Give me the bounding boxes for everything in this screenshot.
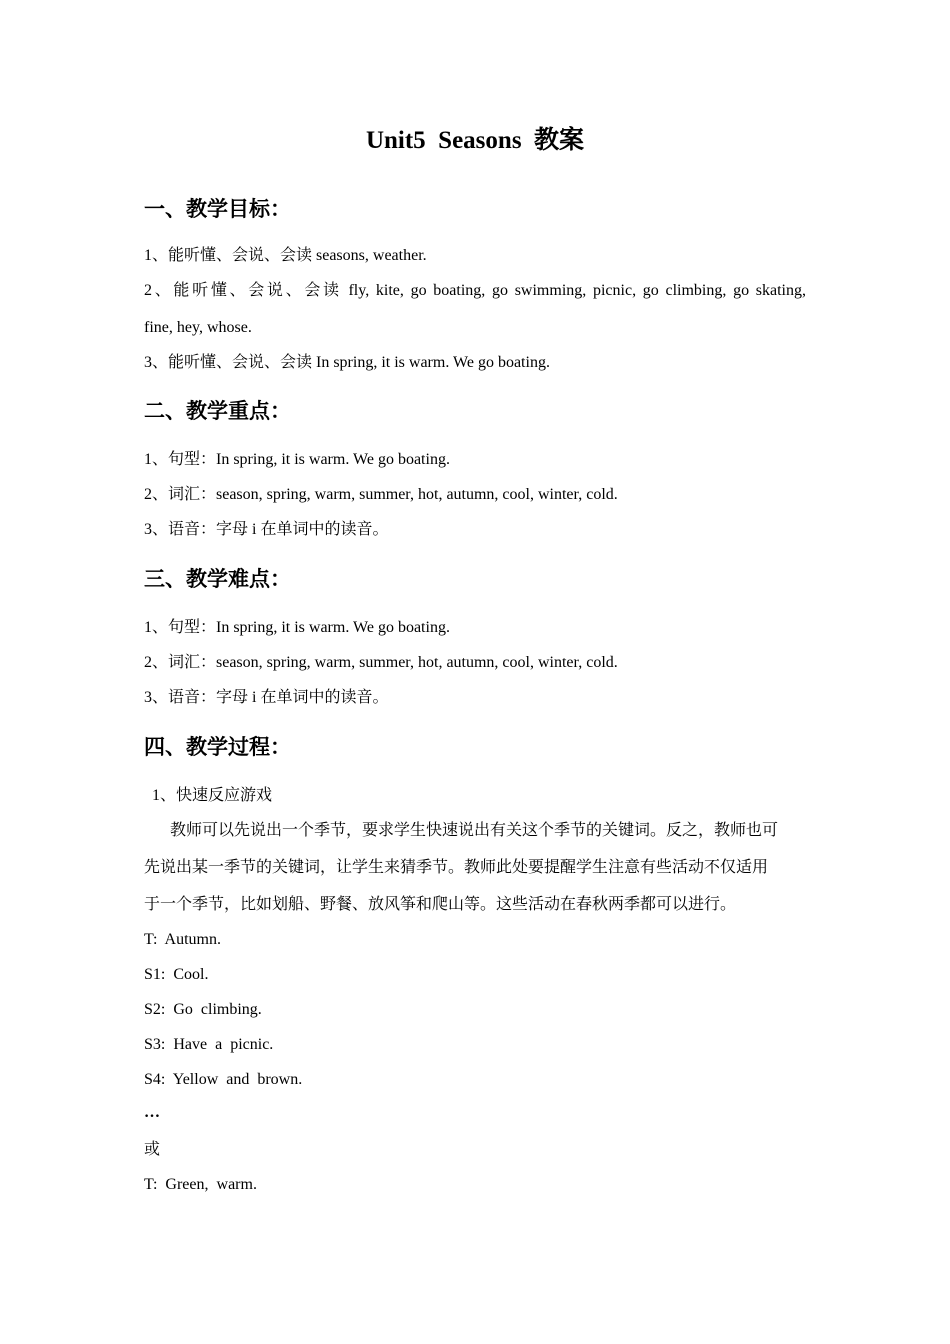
objective-item-2-cont: fine, hey, whose.	[144, 319, 252, 336]
procedure-paragraph-line-2: 先说出某一季节的关键词，让学生来猜季节。教师此处要提醒学生注意有些活动不仅适用	[144, 859, 769, 876]
section-heading-difficulties: 三、教学难点：	[144, 567, 291, 591]
procedure-paragraph-line-3: 于一个季节，比如划船、野餐、放风筝和爬山等。这些活动在春秋两季都可以进行。	[144, 896, 737, 913]
or-line: 或	[144, 1141, 161, 1158]
objective-item-3: 3、能听懂、会说、会读 In spring, it is warm. We go boating.	[144, 354, 550, 371]
objective-item-1: 1、能听懂、会说、会读 seasons, weather.	[144, 247, 427, 264]
dialogue-line-teacher-2: T: Green, warm.	[144, 1176, 257, 1193]
difficulty-item-1: 1、句型：In spring, it is warm. We go boating.	[144, 619, 450, 636]
procedure-step-1-title: 1、快速反应游戏	[152, 787, 273, 804]
procedure-paragraph-line-1: 教师可以先说出一个季节，要求学生快速说出有关这个季节的关键词。反之，教师也可	[170, 822, 779, 839]
section-heading-key-points: 二、教学重点：	[144, 399, 291, 423]
section-heading-objectives: 一、教学目标：	[144, 197, 291, 221]
ellipsis-line: …	[144, 1104, 160, 1121]
key-point-item-2: 2、词汇：season, spring, warm, summer, hot, autumn, cool, winter, cold.	[144, 486, 618, 503]
dialogue-line-s3: S3: Have a picnic.	[144, 1036, 274, 1053]
section-heading-procedure: 四、教学过程：	[144, 735, 291, 759]
dialogue-line-s1: S1: Cool.	[144, 966, 209, 983]
difficulty-item-2: 2、词汇：season, spring, warm, summer, hot, autumn, cool, winter, cold.	[144, 654, 618, 671]
dialogue-line-s2: S2: Go climbing.	[144, 1001, 262, 1018]
dialogue-line-teacher-1: T: Autumn.	[144, 931, 221, 948]
difficulty-item-3: 3、语音：字母 i 在单词中的读音。	[144, 689, 389, 706]
dialogue-line-s4: S4: Yellow and brown.	[144, 1071, 303, 1088]
key-point-item-3: 3、语音：字母 i 在单词中的读音。	[144, 521, 389, 538]
page-title: Unit5 Seasons 教案	[365, 127, 585, 154]
objective-item-2: 2、能听懂、会说、会读 fly, kite, go boating, go swimming, picnic, go climbing, go skating,	[144, 282, 806, 299]
key-point-item-1: 1、句型：In spring, it is warm. We go boating.	[144, 451, 450, 468]
